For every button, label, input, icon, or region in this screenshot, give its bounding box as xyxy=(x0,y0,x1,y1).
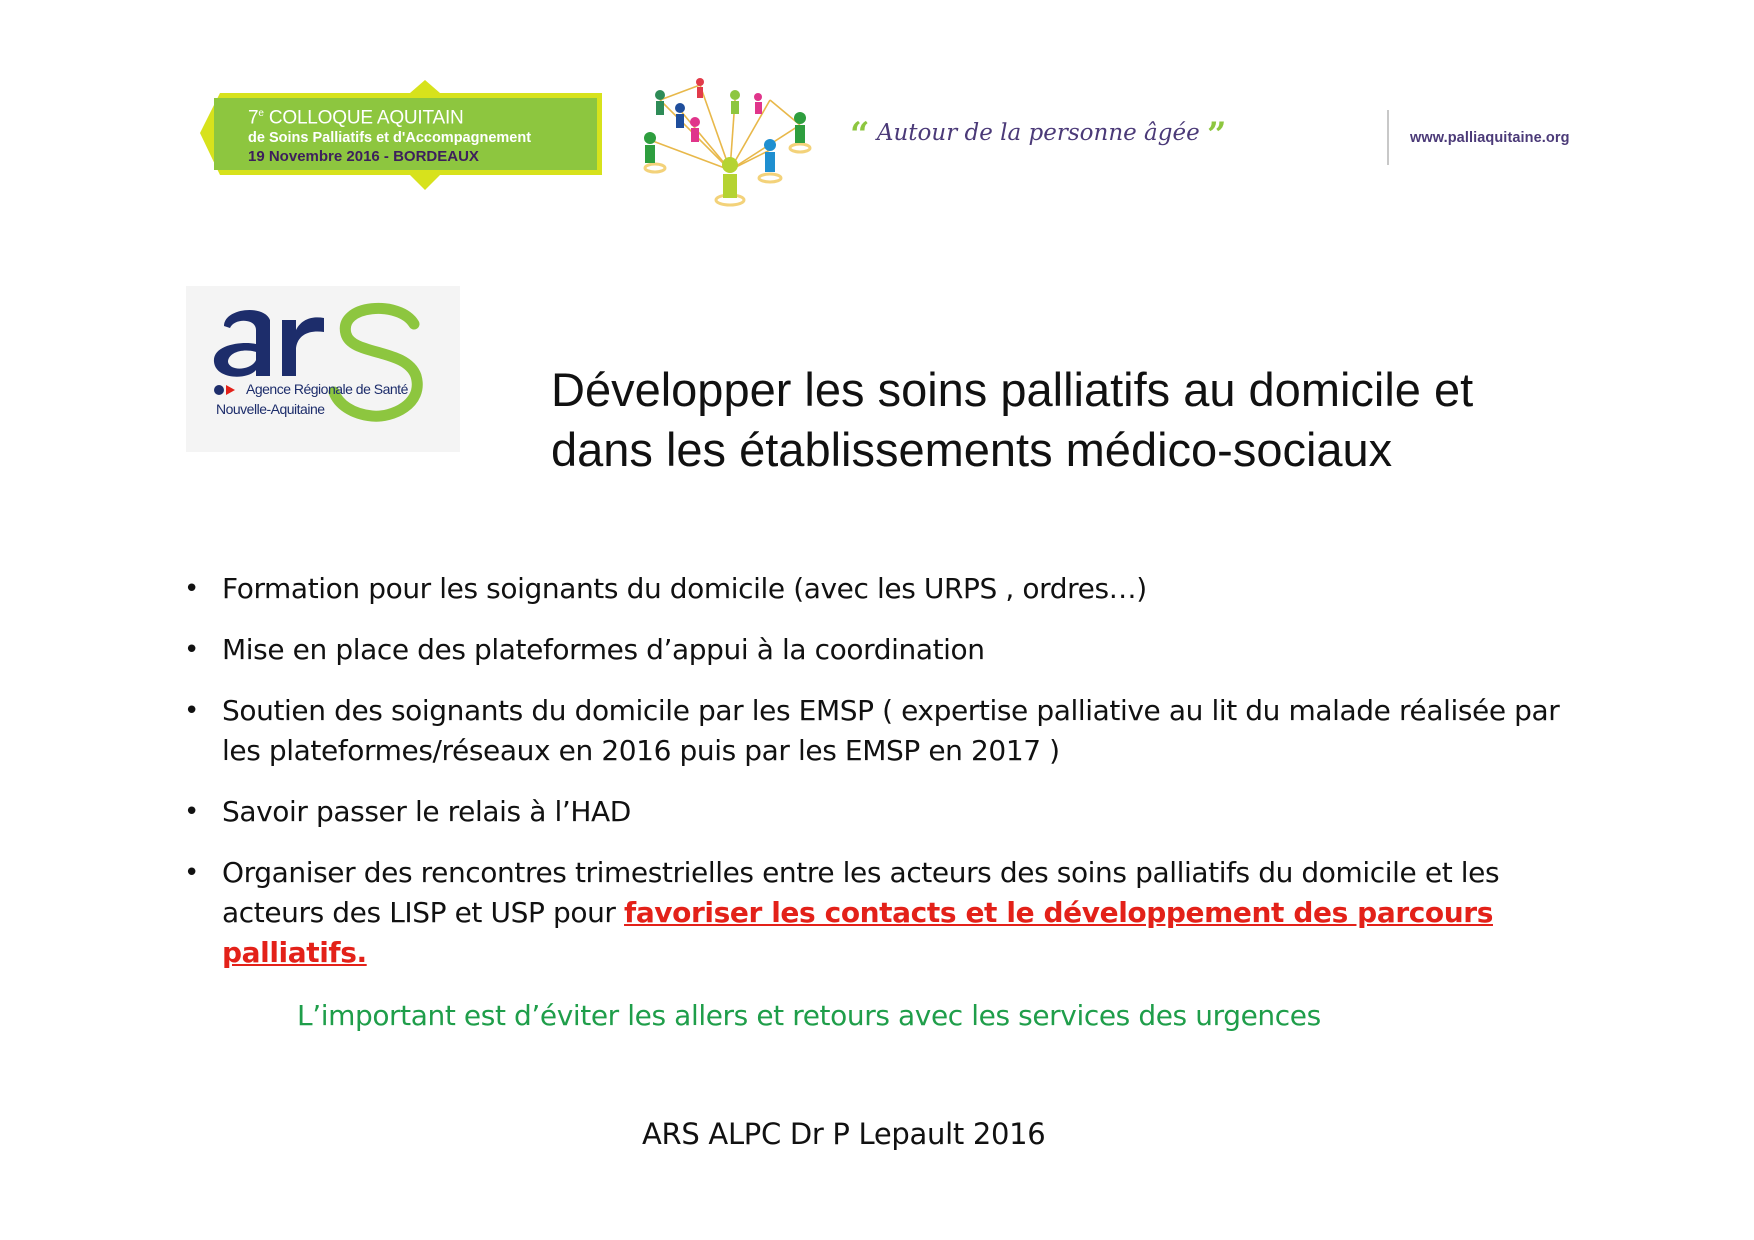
open-quote-icon: “ xyxy=(850,115,870,155)
people-network-icon xyxy=(640,70,840,210)
header-banner xyxy=(0,0,1754,220)
colloque-logo xyxy=(200,75,620,200)
ars-agency-name: Agence Régionale de Santé xyxy=(246,381,408,397)
footer-credit: ARS ALPC Dr P Lepault 2016 xyxy=(642,1117,1046,1151)
page-title xyxy=(551,360,1611,480)
bullet-list xyxy=(182,569,1602,994)
list-item: • Savoir passer le relais à l’HAD xyxy=(182,792,1602,832)
important-note: L’important est d’éviter les allers et retours avec les services des urgences xyxy=(297,999,1321,1032)
ars-region: Nouvelle-Aquitaine xyxy=(216,401,325,417)
title-line-2: dans les établissements médico-sociaux xyxy=(551,423,1393,476)
list-item: • Mise en place des plateformes d’appui à la coordination xyxy=(182,630,1602,670)
list-item: • Soutien des soignants du domicile par les EMSP ( expertise palliative au lit du malade réalisée par les plateformes/réseaux en 2016 puis par les EMSP en 2017 ) xyxy=(182,691,1602,771)
colloque-subtitle: de Soins Palliatifs et d'Accompagnement xyxy=(248,130,532,147)
tagline xyxy=(850,115,1227,155)
website-link[interactable]: www.palliaquitaine.org xyxy=(1410,130,1570,146)
ars-wordmark xyxy=(186,286,460,452)
list-item: • Formation pour les soignants du domicile (avec les URPS , ordres…) xyxy=(182,569,1602,609)
header-divider xyxy=(1387,110,1389,165)
ars-logo xyxy=(186,286,460,452)
colloque-edition: 7e COLLOQUE AQUITAIN xyxy=(248,107,464,129)
close-quote-icon: ” xyxy=(1207,115,1227,155)
title-line-1: Développer les soins palliatifs au domicile et xyxy=(551,363,1474,416)
highlighted-goal: favoriser les contacts et le développement des parcours palliatifs. xyxy=(222,896,1493,969)
colloque-date: 19 Novembre 2016 - BORDEAUX xyxy=(248,148,479,166)
list-item: • Organiser des rencontres trimestrielles entre les acteurs des soins palliatifs du domicile et les acteurs des LISP et USP pour favoriser les contacts et le développement des parcours palliatifs. xyxy=(182,853,1602,973)
tagline-text: Autour de la personne âgée xyxy=(876,120,1200,146)
